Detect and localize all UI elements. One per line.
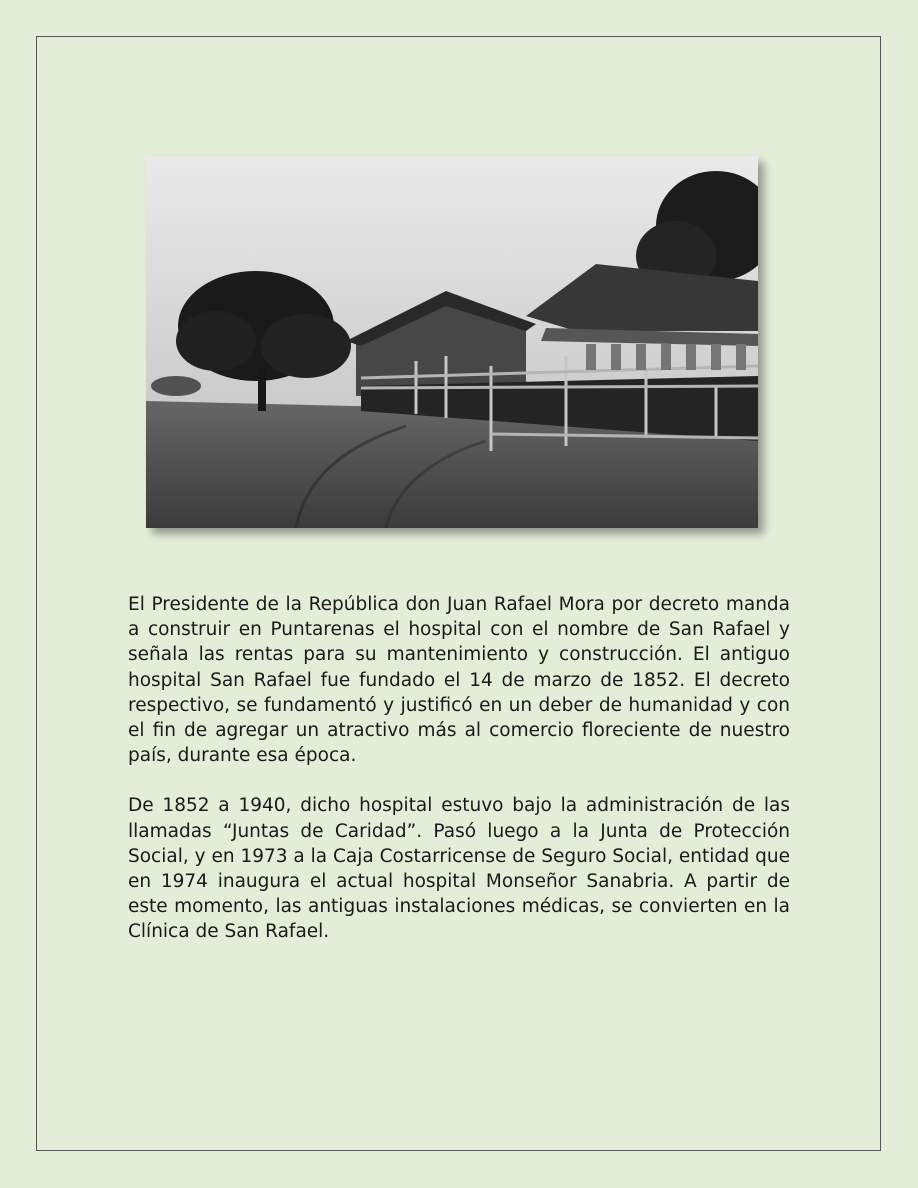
- hospital-photo: [146, 156, 758, 528]
- body-text: [128, 592, 790, 945]
- paragraph-1: El Presidente de la República don Juan Rafael Mora por decreto manda a construir en Puntarenas el hospital con el nombre de San Rafael y señala las rentas para su mantenimiento y construcción. El antiguo hospital San Rafael fue fundado el 14 de marzo de 1852. El decreto respectivo, se fundamentó y justificó en un deber de humanidad y con el fin de agregar un atractivo más al comercio floreciente de nuestro país, durante esa época.: [128, 594, 790, 767]
- hospital-photo-illustration: [146, 156, 758, 528]
- paragraph-2: De 1852 a 1940, dicho hospital estuvo bajo la administración de las llamadas “Juntas de Caridad”. Pasó luego a la Junta de Protección Social, y en 1973 a la Caja Costarricense de Seguro Social, entidad que en 1974 inaugura el actual hospital Monseñor Sanabria. A partir de este momento, las antiguas instalaciones médicas, se convierten en la Clínica de San Rafael.: [128, 795, 790, 943]
